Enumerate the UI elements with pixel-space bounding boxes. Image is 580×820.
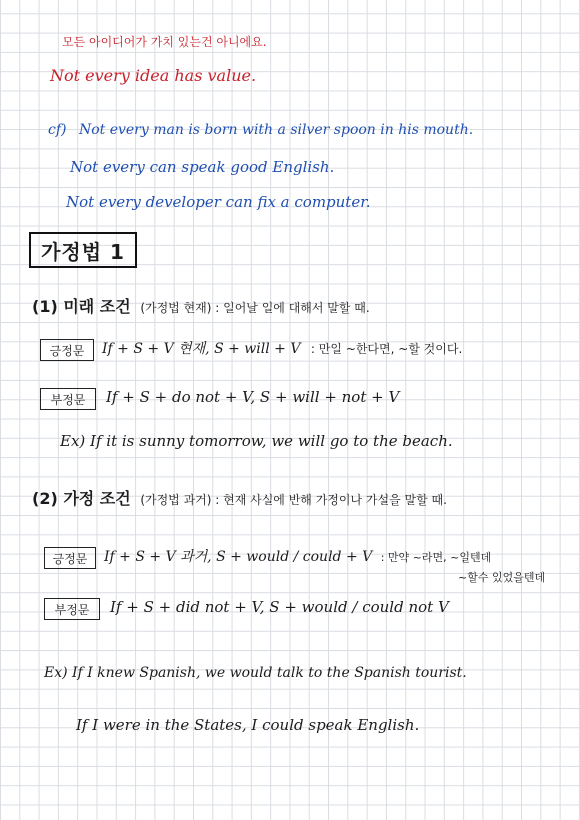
page-title: 가정법 1 <box>29 232 137 268</box>
section2-affirmative-meaning-1: : 만약 ~라면, ~일텐데 <box>380 551 492 564</box>
section2-affirmative-formula: If + S + V 과거, S + would / could + V <box>104 549 373 565</box>
section2-heading-text: (2) 가정 조건 <box>32 489 131 508</box>
intro-korean: 모든 아이디어가 가치 있는건 아니에요. <box>62 35 267 49</box>
intro-english: Not every idea has value. <box>50 66 257 85</box>
section2-example-2: If I were in the States, I could speak English. <box>76 716 420 734</box>
section1-negative-label: 부정문 <box>40 388 96 410</box>
example-line-1 <box>48 122 473 138</box>
section1-subheading: (가정법 현재) : 일어날 일에 대해서 말할 때. <box>140 301 370 315</box>
section2-example-1: Ex) If I knew Spanish, we would talk to the Spanish tourist. <box>44 665 467 681</box>
section1-affirmative-meaning: : 만일 ~한다면, ~할 것이다. <box>310 342 463 356</box>
section1-affirmative-row <box>102 338 462 358</box>
section2-heading <box>32 486 447 509</box>
section2-negative-formula: If + S + did not + V, S + would / could not V <box>110 598 449 616</box>
section2-affirmative-label: 긍정문 <box>44 547 96 569</box>
example-prefix: cf) <box>48 122 67 138</box>
section1-negative-formula: If + S + do not + V, S + will + not + V <box>106 388 400 406</box>
section1-heading-text: (1) 미래 조건 <box>32 297 131 316</box>
section2-affirmative-row <box>104 546 491 566</box>
section2-affirmative-meaning-2: ~할수 있었을텐데 <box>458 571 546 584</box>
section1-heading <box>32 294 370 317</box>
section1-affirmative-formula: If + S + V 현재, S + will + V <box>102 341 301 357</box>
example-line-3: Not every developer can fix a computer. <box>66 193 371 211</box>
example-text-1: Not every man is born with a silver spoon in his mouth. <box>78 122 474 138</box>
section1-affirmative-label: 긍정문 <box>40 339 94 361</box>
example-line-2: Not every can speak good English. <box>70 158 335 176</box>
section2-subheading: (가정법 과거) : 현재 사실에 반해 가정이나 가설을 말할 때. <box>140 493 447 507</box>
section1-example: Ex) If it is sunny tomorrow, we will go to the beach. <box>60 432 453 450</box>
section2-negative-label: 부정문 <box>44 598 100 620</box>
